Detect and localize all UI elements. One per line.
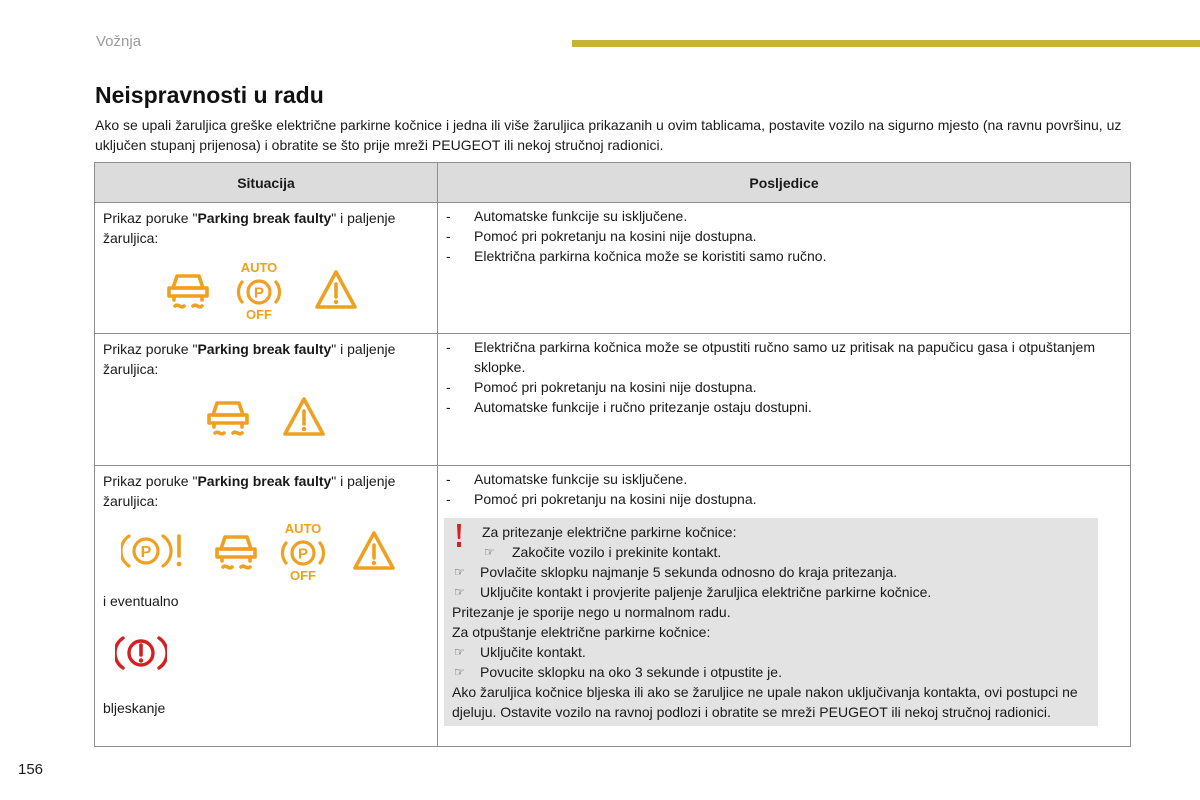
warning-triangle-icon [351,529,397,573]
list-item: - Pomoć pri pokretanju na kosini nije dostupna. [446,379,757,395]
consequences-cell [438,203,1131,334]
svg-text:AUTO: AUTO [284,521,322,536]
note-intro: Za pritezanje električne parkirne kočnice: [482,524,737,540]
situation-cell [95,203,438,334]
eventually-label: i eventualno [103,593,179,609]
situation-text: Prikaz poruke "Parking break faulty" i paljenje žaruljica: [103,473,396,509]
column-header-situation: Situacija [95,163,438,203]
situation-text: Prikaz poruke "Parking break faulty" i paljenje žaruljica: [103,341,396,377]
pointing-hand-icon: ☞ [484,545,495,559]
consequences-cell [438,334,1131,466]
table-row [95,334,1131,466]
svg-text:P: P [140,544,152,561]
instruction-note: Za pritezanje električne parkirne kočnice: ☞ Zakočite vozilo i prekinite kontakt. ☞ Povlačite sklopku najmanje 5 sekunda odnosno do kraja pritezanja. ☞ Uključite kontakt i provjerite paljenje žaruljica električne parkirne kočnice. Pritezanje je sporije nego u normalnom radu. Za otpuštanje električne parkirne kočnice: ☞ Uključite kontakt. ☞ Povucite sklopku na oko 3 sekunde i otpustite je. Ako žaruljica kočnice bljeska ili ako se žaruljice ne upale nakon uključivanja kontakta, ovi postupci ne djeluju. Ostavite vozilo na ravnoj podlozi i obratite se mreži PEUGEOT ili nekoj stručnoj radionici. [444,518,1098,726]
svg-text:P: P [297,545,309,563]
list-item: - Pomoć pri pokretanju na kosini nije dostupna. [446,228,757,244]
malfunction-table [94,162,1131,747]
list-item: - Električna parkirna kočnica može se koristiti samo ručno. [446,248,827,264]
note-line: Pritezanje je sporije nego u normalnom radu. [452,604,731,620]
pointing-hand-icon: ☞ [454,585,465,599]
traction-control-icon [211,527,261,575]
pointing-hand-icon: ☞ [454,565,465,579]
pointing-hand-icon: ☞ [454,645,465,659]
svg-text:AUTO: AUTO [240,260,278,275]
list-item: - Električna parkirna kočnica može se otpustiti ručno samo uz pritisak na papučicu gasa i otpuštanjem sklopke. [446,339,1095,375]
note-closing: Ako žaruljica kočnice bljeska ili ako se žaruljice ne upale nakon uključivanja kontakta, ovi postupci ne djeluju. Ostavite vozilo na ravnoj podlozi i obratite se mreži PEUGEOT ili nekoj stručnoj radionici. [452,684,1078,720]
note-line: Za otpuštanje električne parkirne kočnice: [452,624,711,640]
flashing-label: bljeskanje [103,700,166,716]
auto-off-parking-icon [277,521,329,581]
intro-paragraph: Ako se upali žaruljica greške električne parkirne kočnice i jedna ili više žaruljica prikazanih u ovim tablicama, postavite vozilo na sigurno mjesto (na ravnu površinu, uz uključen stupanj prijenosa) i obratite se što prije mreži PEUGEOT ili nekoj stručnoj radionici. [95,117,1122,153]
page-number: 156 [18,761,44,778]
table-header-row [95,163,1131,203]
table-row [95,203,1131,334]
traction-control-icon [203,393,253,441]
column-header-consequences: Posljedice [438,163,1131,203]
auto-off-parking-icon [233,260,285,320]
traction-control-icon [163,266,213,314]
page-title: Neispravnosti u radu [95,82,324,108]
parking-brake-fault-icon [121,530,187,572]
situation-cell [95,466,438,747]
list-item: - Automatske funkcije su isključene. [446,208,688,224]
header-accent-bar [572,40,1200,47]
warning-triangle-icon [281,395,327,439]
pointing-hand-icon: ☞ [454,665,465,679]
warning-triangle-icon [313,268,359,312]
section-label: Vožnja [96,33,142,50]
brake-warning-icon [115,633,167,673]
list-item: - Automatske funkcije i ručno pritezanje ostaju dostupni. [446,399,812,415]
table-row [95,466,1131,747]
message-name: Parking break faulty [197,473,332,489]
situation-text: Prikaz poruke "Parking break faulty" i paljenje žaruljica: [103,210,396,246]
situation-cell [95,334,438,466]
consequences-cell [438,466,1131,747]
list-item: - Automatske funkcije su isključene. [446,471,688,487]
list-item: - Pomoć pri pokretanju na kosini nije dostupna. [446,491,757,507]
svg-text:P: P [253,284,265,302]
svg-text:OFF: OFF [246,307,272,320]
message-name: Parking break faulty [197,210,332,226]
message-name: Parking break faulty [197,341,332,357]
svg-text:OFF: OFF [290,568,316,581]
